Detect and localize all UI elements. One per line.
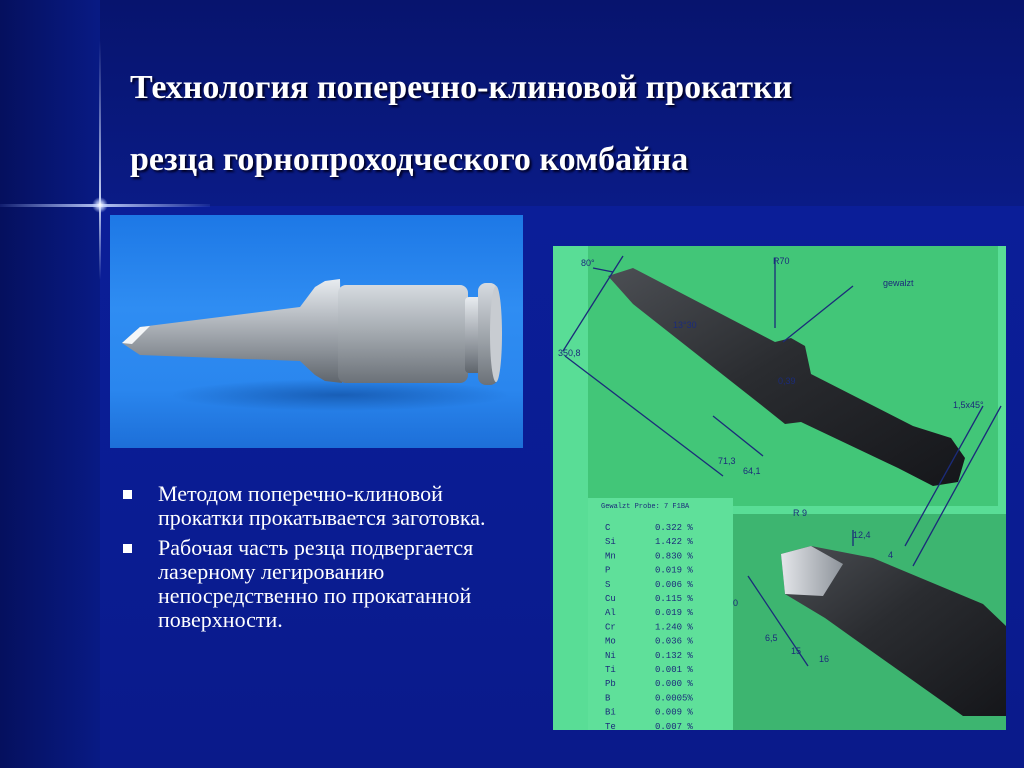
composition-element: S — [605, 579, 611, 590]
bullet-text: Методом поперечно-клиновой прокатки прокатывается заготовка. — [158, 481, 486, 530]
bullet-text: Рабочая часть резца подвергается лазерному легированию непосредственно по прокатанной поверхности. — [158, 535, 474, 632]
dimension-label: 0 — [733, 598, 739, 608]
composition-value: 0.036 % — [655, 636, 693, 647]
bullet-item — [118, 482, 498, 530]
cutter-drawing-photo — [553, 246, 1006, 730]
composition-value: 0.007 % — [655, 721, 693, 730]
dimension-label: R 9 — [793, 508, 808, 518]
bullet-item — [118, 536, 498, 632]
composition-element: P — [605, 565, 611, 576]
composition-value: 0.019 % — [655, 608, 693, 619]
light-flare-vertical — [99, 40, 101, 280]
cutter-blank-photo — [110, 215, 523, 448]
cutter-blank-image — [110, 215, 523, 448]
dimension-label: 15 — [791, 646, 802, 656]
composition-value: 0.019 % — [655, 565, 693, 576]
composition-element: Cu — [605, 594, 616, 604]
composition-element: B — [605, 693, 611, 704]
dimension-label: 71,3 — [718, 456, 736, 466]
composition-value: 1.422 % — [655, 537, 693, 548]
cutter-drawing-image — [553, 246, 1006, 730]
bullet-list — [118, 482, 498, 638]
composition-value: 1.240 % — [655, 622, 693, 633]
slide-title — [130, 52, 990, 196]
dimension-label: R70 — [773, 256, 790, 266]
title-line-1: Технология поперечно-клиновой прокатки — [130, 69, 793, 106]
composition-value: 0.000 % — [655, 679, 693, 690]
dimension-label: 4 — [888, 550, 894, 560]
composition-value: 0.322 % — [655, 523, 693, 533]
composition-element: Cr — [605, 622, 616, 633]
dimension-label: 64,1 — [743, 466, 761, 476]
composition-value: 0.115 % — [655, 594, 693, 604]
composition-element: Bi — [605, 707, 616, 718]
composition-element: C — [605, 523, 611, 533]
composition-element: Si — [605, 537, 616, 548]
light-flare-center — [92, 197, 108, 213]
composition-element: Pb — [605, 679, 616, 690]
dimension-label: 80° — [581, 258, 595, 268]
dimension-label: 12,4 — [853, 530, 871, 540]
composition-element: Ni — [605, 650, 616, 661]
composition-element: Mn — [605, 551, 616, 562]
composition-element: Al — [605, 608, 616, 619]
composition-element: Ti — [605, 665, 616, 675]
bullet-marker — [123, 544, 132, 553]
dimension-label: 6,5 — [765, 633, 778, 643]
dimension-label: 1,5x45° — [953, 400, 984, 410]
composition-value: 0.132 % — [655, 650, 693, 661]
composition-value: 0.0005% — [655, 693, 693, 704]
bullet-marker — [123, 490, 132, 499]
dimension-label: 16 — [819, 654, 830, 664]
dimension-label: 13°30 — [673, 320, 697, 330]
composition-value: 0.001 % — [655, 665, 693, 675]
composition-element: Te — [605, 721, 616, 730]
left-band — [0, 0, 100, 768]
dimension-label: gewalzt — [883, 278, 914, 288]
dimension-label: 0,39 — [778, 376, 796, 386]
composition-element: Mo — [605, 636, 616, 647]
composition-table-header: Gewalzt Probe: 7 F1BA — [601, 503, 690, 511]
composition-value: 0.006 % — [655, 579, 693, 590]
title-line-2: резца горнопроходческого комбайна — [130, 141, 689, 178]
composition-value: 0.009 % — [655, 707, 693, 718]
composition-value: 0.830 % — [655, 551, 693, 562]
dimension-label: 350,8 — [558, 348, 581, 358]
